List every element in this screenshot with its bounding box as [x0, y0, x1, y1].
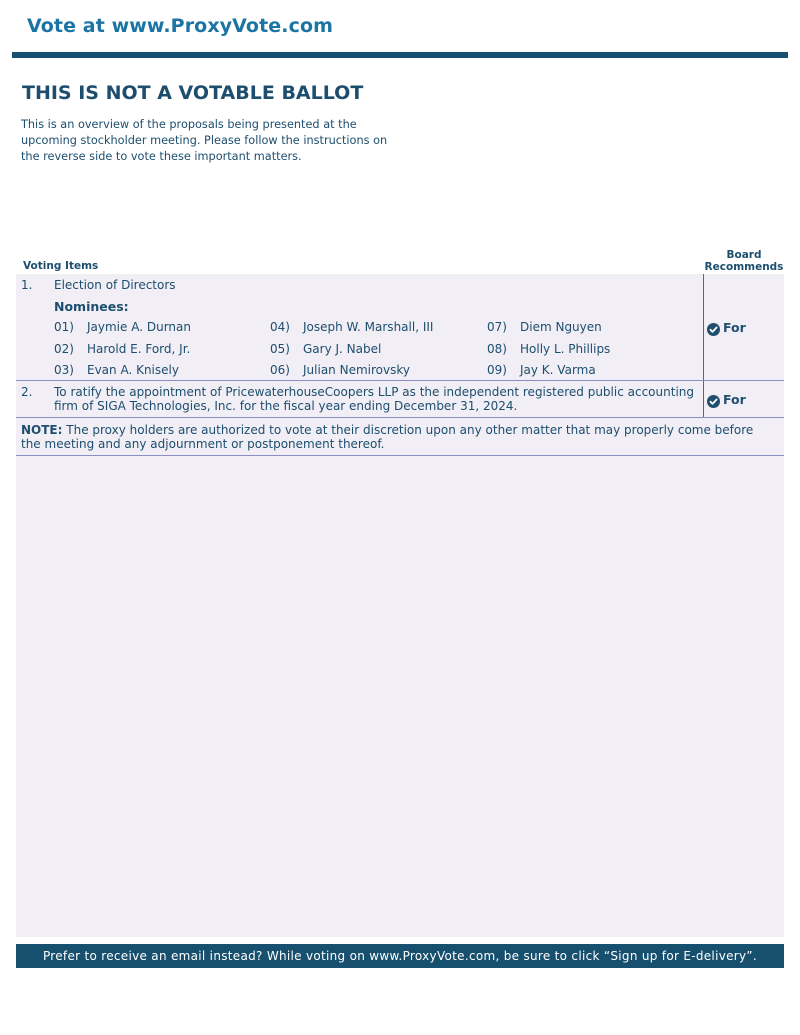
nominee-name: Harold E. Ford, Jr. [87, 342, 191, 356]
nominee-number: 01) [54, 320, 74, 334]
nominee-name: Jaymie A. Durnan [87, 320, 191, 334]
nominee-name: Diem Nguyen [520, 320, 602, 334]
proposal-2-recommendation [707, 391, 746, 407]
edelivery-banner [16, 944, 784, 968]
nominee-number: 06) [270, 363, 290, 377]
note-body: The proxy holders are authorized to vote at their discretion upon any other matter that may properly come before the meeting and any adjournment or postponement thereof. [21, 423, 754, 451]
board-header-line2: Recommends [704, 261, 784, 273]
note-divider [16, 455, 784, 456]
nominee-name: Evan A. Knisely [87, 363, 179, 377]
nominee-name: Julian Nemirovsky [303, 363, 410, 377]
nominee-name: Gary J. Nabel [303, 342, 382, 356]
nominee-number: 03) [54, 363, 74, 377]
voting-items-header: Voting Items [23, 260, 99, 272]
nominee-name: Jay K. Varma [520, 363, 596, 377]
row-divider [16, 417, 784, 418]
recommendation-label: For [723, 319, 746, 335]
nominee-number: 08) [487, 342, 507, 356]
ballot-intro: This is an overview of the proposals being presented at the upcoming stockholder meeting. Please follow the instructions on the reverse side to vote these important matters. [21, 118, 388, 163]
recommendation-label: For [723, 391, 746, 407]
nominee-number: 04) [270, 320, 290, 334]
header-rule [12, 52, 788, 58]
nominees-label: Nominees: [54, 299, 129, 314]
ballot-heading: THIS IS NOT A VOTABLE BALLOT [22, 82, 364, 104]
row-divider [16, 380, 784, 381]
nominee-number: 07) [487, 320, 507, 334]
proposal-1-recommendation [707, 319, 746, 335]
recommendation-divider [703, 274, 704, 417]
nominee-number: 09) [487, 363, 507, 377]
nominee-number: 05) [270, 342, 290, 356]
proposal-1-number: 1. [21, 278, 33, 292]
site-title: Vote at www.ProxyVote.com [27, 15, 333, 37]
proposal-2-number: 2. [21, 385, 33, 399]
check-circle-icon [707, 321, 720, 334]
nominee-number: 02) [54, 342, 74, 356]
nominee-name: Joseph W. Marshall, III [303, 320, 434, 334]
note-label: NOTE: [21, 423, 63, 437]
edelivery-text: Prefer to receive an email instead? While voting on www.ProxyVote.com, be sure to click “Sign up for E-delivery”. [42, 949, 758, 963]
board-header-line1: Board [726, 249, 762, 261]
note-text [21, 423, 776, 451]
check-circle-icon [707, 393, 720, 406]
proposal-1-title: Election of Directors [54, 278, 176, 292]
nominee-name: Holly L. Phillips [520, 342, 611, 356]
proposal-2-text: To ratify the appointment of PricewaterhouseCoopers LLP as the independent registered public accounting firm of SIGA Technologies, Inc. for the fiscal year ending December 31, 2024. [54, 385, 694, 413]
board-recommends-header [700, 249, 788, 273]
